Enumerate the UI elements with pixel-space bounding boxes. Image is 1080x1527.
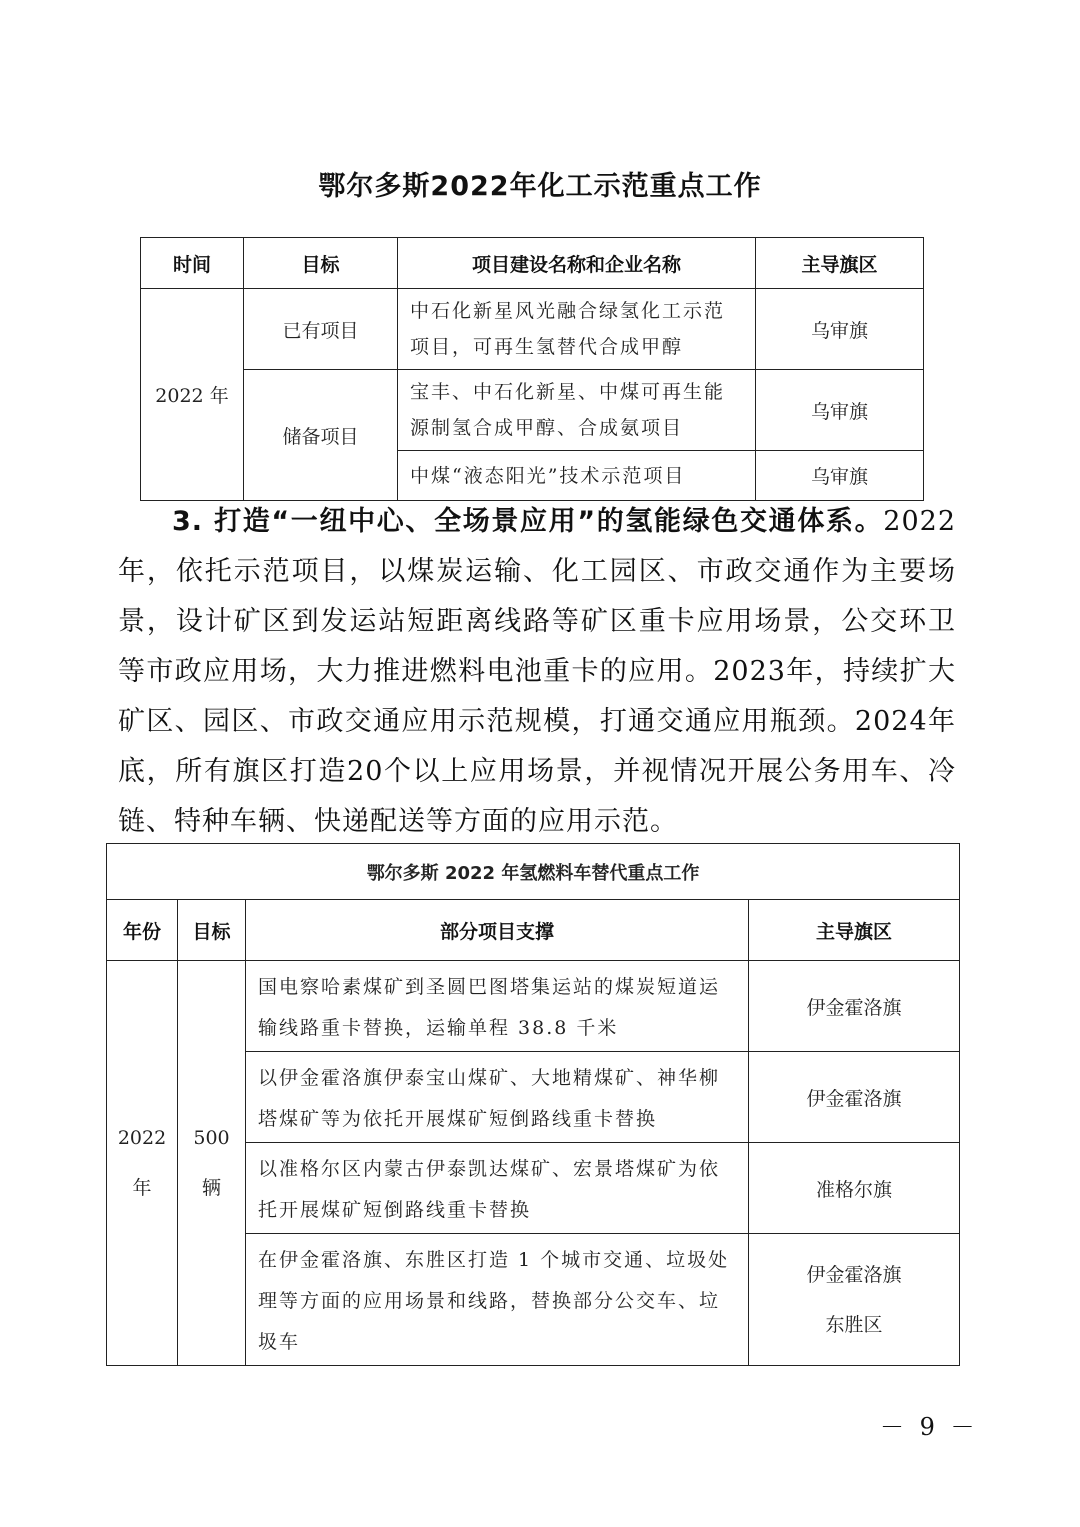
table-caption-row <box>107 844 960 900</box>
project-cell: 国电察哈素煤矿到圣圆巴图塔集运站的煤炭短道运输线路重卡替换，运输单程 38.8 千米 <box>246 961 749 1052</box>
table2-caption: 鄂尔多斯 2022 年氢燃料车替代重点工作 <box>107 844 960 900</box>
target-line1: 500 <box>193 1127 230 1149</box>
year-line2: 年 <box>132 1177 152 1199</box>
target-cell <box>178 961 246 1366</box>
header-year: 年份 <box>107 900 178 961</box>
region-cell: 乌审旗 <box>756 451 924 501</box>
page-number: － 9 － <box>880 1413 979 1441</box>
header-project: 部分项目支撑 <box>246 900 749 961</box>
region-cell: 伊金霍洛旗 <box>749 961 960 1052</box>
project-cell: 以伊金霍洛旗伊泰宝山煤矿、大地精煤矿、神华柳塔煤矿等为依托开展煤矿短倒路线重卡替换 <box>246 1052 749 1143</box>
table1-title: 鄂尔多斯2022年化工示范重点工作 <box>318 171 762 202</box>
chemical-demo-table <box>140 237 924 501</box>
year-cell <box>107 961 178 1366</box>
time-cell: 2022 年 <box>141 289 244 501</box>
region-cell: 准格尔旗 <box>749 1143 960 1234</box>
region-cell: 乌审旗 <box>756 289 924 370</box>
paragraph-body: 2022年，依托示范项目，以煤炭运输、化工园区、市政交通作为主要场景，设计矿区到发运站短距离线路等矿区重卡应用场景，公交环卫等市政应用场，大力推进燃料电池重卡的应用。2023年，持续扩大矿区、园区、市政交通应用示范规模，打通交通应用瓶颈。2024年底，所有旗区打造20个以上应用场景，并视情况开展公务用车、冷链、特种车辆、快递配送等方面的应用示范。 <box>118 506 956 837</box>
header-time: 时间 <box>141 238 244 289</box>
header-target: 目标 <box>244 238 398 289</box>
header-project: 项目建设名称和企业名称 <box>398 238 756 289</box>
table-header-row <box>107 900 960 961</box>
header-target: 目标 <box>178 900 246 961</box>
paragraph-lead: 3. 打造“一纽中心、全场景应用”的氢能绿色交通体系。 <box>172 506 884 537</box>
table-row <box>141 289 924 370</box>
table-header-row <box>141 238 924 289</box>
header-region: 主导旗区 <box>756 238 924 289</box>
region-line2: 东胜区 <box>825 1313 883 1336</box>
target-line2: 辆 <box>201 1177 221 1199</box>
header-region: 主导旗区 <box>749 900 960 961</box>
target-cell: 已有项目 <box>244 289 398 370</box>
body-paragraph <box>118 497 956 847</box>
target-cell: 储备项目 <box>244 370 398 501</box>
region-line1: 伊金霍洛旗 <box>806 1263 902 1286</box>
table-row <box>141 370 924 451</box>
region-cell: 伊金霍洛旗 <box>749 1052 960 1143</box>
project-cell: 在伊金霍洛旗、东胜区打造 1 个城市交通、垃圾处理等方面的应用场景和线路，替换部分公交车、垃圾车 <box>246 1234 749 1366</box>
project-cell: 中煤“液态阳光”技术示范项目 <box>398 451 756 501</box>
project-cell: 以准格尔区内蒙古伊泰凯达煤矿、宏景塔煤矿为依托开展煤矿短倒路线重卡替换 <box>246 1143 749 1234</box>
region-cell: 乌审旗 <box>756 370 924 451</box>
project-cell: 中石化新星风光融合绿氢化工示范项目，可再生氢替代合成甲醇 <box>398 289 756 370</box>
region-cell <box>749 1234 960 1366</box>
hydrogen-vehicle-table <box>106 843 960 1366</box>
table-row <box>107 961 960 1052</box>
year-line1: 2022 <box>117 1127 167 1149</box>
project-cell: 宝丰、中石化新星、中煤可再生能源制氢合成甲醇、合成氨项目 <box>398 370 756 451</box>
